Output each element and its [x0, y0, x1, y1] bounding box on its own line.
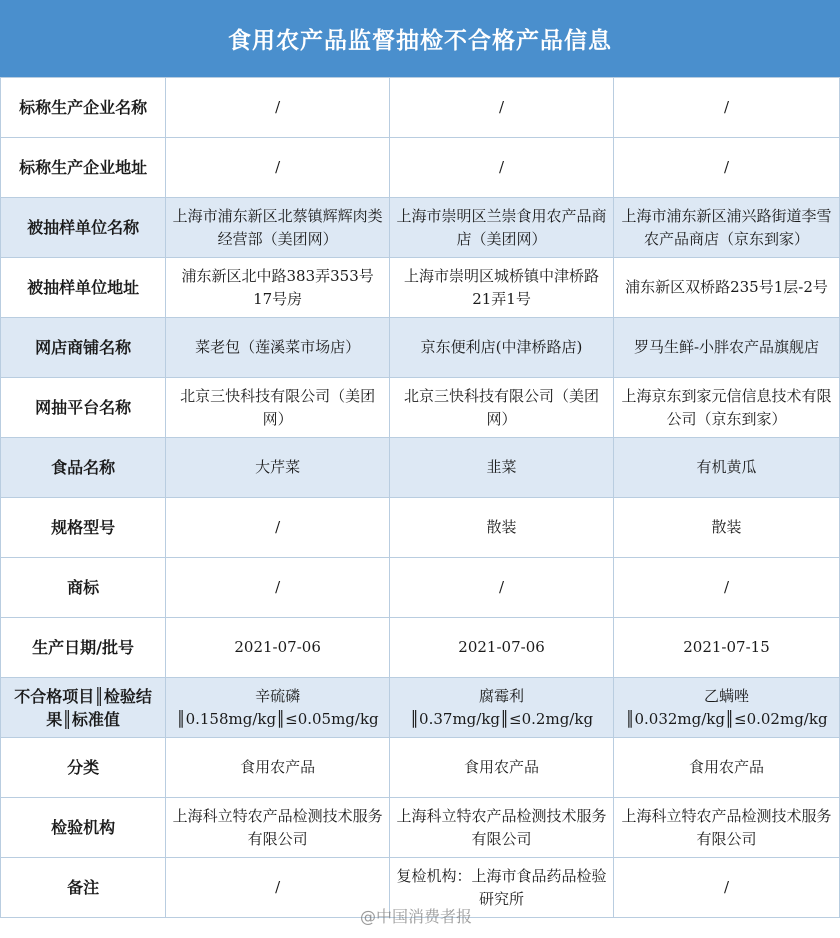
table-cell: 有机黄瓜	[614, 438, 840, 498]
table-row	[1, 558, 840, 618]
table-cell: 上海市崇明区兰崇食用农产品商店（美团网）	[390, 198, 614, 258]
watermark-text: @中国消费者报	[360, 907, 473, 926]
row-label: 食品名称	[1, 438, 166, 498]
row-label: 生产日期/批号	[1, 618, 166, 678]
table-row	[1, 78, 840, 138]
table-cell: 上海市崇明区城桥镇中津桥路21弄1号	[390, 258, 614, 318]
table-cell: /	[614, 138, 840, 198]
table-cell: /	[166, 558, 390, 618]
row-label: 被抽样单位名称	[1, 198, 166, 258]
table-cell: 食用农产品	[166, 738, 390, 798]
table-row	[1, 138, 840, 198]
table-cell: 菜老包（莲溪菜市场店）	[166, 318, 390, 378]
table-cell: /	[614, 78, 840, 138]
row-label: 检验机构	[1, 798, 166, 858]
table-cell: 辛硫磷║0.158mg/kg║≤0.05mg/kg	[166, 678, 390, 738]
table-row	[1, 738, 840, 798]
table-cell: 浦东新区北中路383弄353号17号房	[166, 258, 390, 318]
table-cell: 大芹菜	[166, 438, 390, 498]
table-cell: 上海科立特农产品检测技术服务有限公司	[166, 798, 390, 858]
table-row	[1, 318, 840, 378]
table-cell: /	[390, 138, 614, 198]
table-cell: /	[166, 138, 390, 198]
table-cell: /	[614, 858, 840, 918]
row-label: 标称生产企业地址	[1, 138, 166, 198]
table-cell: /	[166, 78, 390, 138]
table-cell: 上海科立特农产品检测技术服务有限公司	[390, 798, 614, 858]
table-cell: /	[166, 858, 390, 918]
table-row	[1, 798, 840, 858]
table-cell: /	[390, 558, 614, 618]
table-row	[1, 258, 840, 318]
table-cell: 食用农产品	[390, 738, 614, 798]
table-cell: 上海科立特农产品检测技术服务有限公司	[614, 798, 840, 858]
row-label: 规格型号	[1, 498, 166, 558]
table-cell: 上海京东到家元信信息技术有限公司（京东到家）	[614, 378, 840, 438]
table-row	[1, 498, 840, 558]
table-cell: 上海市浦东新区北蔡镇辉辉肉类经营部（美团网）	[166, 198, 390, 258]
table-cell: 2021-07-15	[614, 618, 840, 678]
row-label: 网店商铺名称	[1, 318, 166, 378]
table-cell: 北京三快科技有限公司（美团网）	[166, 378, 390, 438]
table-cell: 腐霉利║0.37mg/kg║≤0.2mg/kg	[390, 678, 614, 738]
table-cell: 散装	[614, 498, 840, 558]
table-cell: /	[390, 78, 614, 138]
inspection-table	[0, 77, 840, 918]
table-row	[1, 678, 840, 738]
row-label: 商标	[1, 558, 166, 618]
table-cell: 京东便利店(中津桥路店)	[390, 318, 614, 378]
table-cell: /	[166, 498, 390, 558]
table-cell: 食用农产品	[614, 738, 840, 798]
row-label: 分类	[1, 738, 166, 798]
row-label: 网抽平台名称	[1, 378, 166, 438]
row-label: 标称生产企业名称	[1, 78, 166, 138]
table-cell: 散装	[390, 498, 614, 558]
table-cell: 上海市浦东新区浦兴路街道李雪农产品商店（京东到家）	[614, 198, 840, 258]
table-cell: /	[614, 558, 840, 618]
table-cell: 2021-07-06	[166, 618, 390, 678]
table-cell: 浦东新区双桥路235号1层-2号	[614, 258, 840, 318]
table-row	[1, 438, 840, 498]
table-cell: 乙螨唑║0.032mg/kg║≤0.02mg/kg	[614, 678, 840, 738]
row-label: 被抽样单位地址	[1, 258, 166, 318]
table-cell: 北京三快科技有限公司（美团网）	[390, 378, 614, 438]
table-cell: 韭菜	[390, 438, 614, 498]
table-row	[1, 198, 840, 258]
table-cell: 罗马生鲜-小胖农产品旗舰店	[614, 318, 840, 378]
table-cell: 复检机构：上海市食品药品检验研究所	[390, 858, 614, 918]
table-title: 食用农产品监督抽检不合格产品信息	[0, 0, 840, 77]
table-row	[1, 618, 840, 678]
row-label: 备注	[1, 858, 166, 918]
row-label: 不合格项目║检验结果║标准值	[1, 678, 166, 738]
table-row	[1, 378, 840, 438]
table-cell: 2021-07-06	[390, 618, 614, 678]
